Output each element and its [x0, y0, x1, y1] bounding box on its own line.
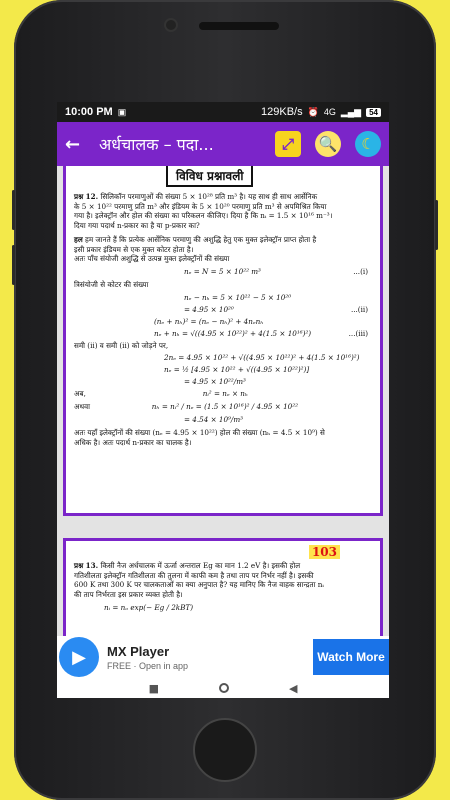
question-label: प्रश्न 13. [74, 561, 99, 570]
document-viewer[interactable] [57, 166, 389, 636]
recent-apps-icon[interactable]: ■ [148, 681, 159, 695]
back-arrow-icon[interactable]: ← [65, 133, 81, 155]
volume-down-button [12, 245, 15, 285]
ad-banner[interactable] [57, 636, 389, 678]
home-icon[interactable] [219, 683, 229, 693]
page-number: 103 [309, 545, 340, 559]
volume-up-button [12, 190, 15, 230]
text-line: त्रिसंयोजी से कोटर की संख्या [74, 280, 149, 290]
status-time: 10:00 PM [65, 106, 113, 118]
page-title: अर्धचालक – पदा... [99, 135, 214, 154]
camera-icon [164, 18, 178, 32]
conclusion-text: अतः यहाँ इलेक्ट्रॉनों की संख्या (nₑ = 4.95 × 10²²) होल की संख्या (nₕ = 4.5 × 10⁹) से अधिक है। अतः पदार्थ n-प्रकार का चालक है। [74, 428, 325, 448]
app-bar [57, 122, 389, 166]
theme-moon-icon[interactable]: ☾ [355, 131, 381, 157]
expand-icon[interactable]: ⤢ [275, 131, 301, 157]
equation: nₑ = N = 5 × 10²² m³ ...(i) [184, 267, 368, 277]
status-bar [57, 102, 389, 122]
text-line: समी (ii) व समी (ii) को जोड़ने पर, [74, 340, 169, 350]
equation: nₑ − nₕ = 5 × 10²² − 5 × 10²⁰ [184, 292, 292, 302]
ad-subtitle: FREE · Open in app [107, 660, 189, 671]
solution-label: हल [74, 234, 83, 244]
equation: = 4.95 × 10²²/m³ [184, 377, 246, 387]
question-label: प्रश्न 12. [74, 192, 99, 201]
ad-title[interactable]: MX Player [107, 643, 170, 659]
equation: nₑ = ½ [4.95 × 10²² + √((4.95 × 10²²)²)] [164, 365, 310, 375]
battery-icon: 54 [366, 108, 381, 117]
equation: 2nₑ = 4.95 × 10²² + √((4.95 × 10²²)² + 4(1.5 × 10¹⁶)²) [164, 353, 360, 363]
back-triangle-icon[interactable]: ◀ [288, 681, 298, 695]
document-page [63, 166, 383, 516]
equation: (nₑ + nₕ)² = (nₑ − nₕ)² + 4nₑnₕ [154, 316, 264, 326]
speaker-grille [199, 22, 279, 30]
watch-more-button[interactable]: Watch More [313, 639, 389, 675]
hardware-home-button[interactable] [193, 718, 257, 782]
section-heading: विविध प्रश्नावली [166, 166, 253, 187]
equation: = 4.54 × 10⁹/m³ [184, 415, 244, 425]
device-screen [57, 102, 389, 698]
equation: अब, nᵢ² = nₑ × nₕ [74, 389, 248, 399]
zoom-icon[interactable]: 🔍 [315, 131, 341, 157]
network-speed: 129KB/s [261, 106, 303, 118]
equation: अथवा nₕ = nᵢ² / nₑ = (1.5 × 10¹⁶)² / 4.95 × 10²² [74, 402, 298, 412]
alarm-icon: ⏰ [307, 106, 319, 117]
notification-icon: ▣ [117, 106, 127, 117]
document-page [63, 538, 383, 636]
power-button [435, 200, 438, 250]
system-nav-bar [57, 678, 389, 698]
play-icon[interactable]: ▶ [59, 637, 99, 677]
question-text: प्रश्न 12. सिलिकॉन परमाणुओं की संख्या 5 × 10²⁸ प्रति m³ है। यह साथ ही साथ आर्सेनिक के 5 × 10²² परमाणु प्रति m³ और इंडियम के 5 × 10²⁰ परमाणु प्रति m³ से अपमिश्रित किया गया है। इलेक्ट्रॉन और होल की संख्या का परिकलन कीजिए। दिया है कि nᵢ = 1.5 × 10¹⁶ m⁻³। दिया गया पदार्थ n-प्रकार का है या p-प्रकार का? हल हम जानते हैं कि प्रत्येक आर्सेनिक परमाणु की अशुद्धि हेतु एक मुक्त इलेक्ट्रॉन प्राप्त होता है इसी प्रकार इंडियम से एक मुक्त कोटर होता है। अतः पाँच संयोजी अशुद्धि से उत्पन्न मुक्त इलेक्ट्रॉनों की संख्या [74, 192, 333, 264]
equation: nₑ + nₕ = √((4.95 × 10²²)² + 4(1.5 × 10¹⁶)²) ...(iii) [154, 328, 368, 338]
network-type: 4G [323, 107, 336, 117]
signal-icon: ▂▄▆ [340, 106, 362, 117]
equation: nᵢ = nₒ exp(− Eg / 2kBT) [104, 602, 194, 612]
question-text: प्रश्न 13. किसी नैज अर्धचालक में ऊर्जा अन्तराल Eg का मान 1.2 eV है। इसकी होल गतिशीलता इलेक्ट्रॉन गतिशीलता की तुलना में काफी कम है तथा ताप पर निर्भर नहीं है। इसकी 600 K तथा 300 K पर चालकताओं का क्या अनुपात है? यह मानिए कि नैज वाहक सान्द्रता nᵢ की ताप निर्भरता इस प्रकार व्यक्त होती है। [74, 561, 324, 600]
equation: = 4.95 × 10²⁰ ...(ii) [184, 304, 368, 314]
